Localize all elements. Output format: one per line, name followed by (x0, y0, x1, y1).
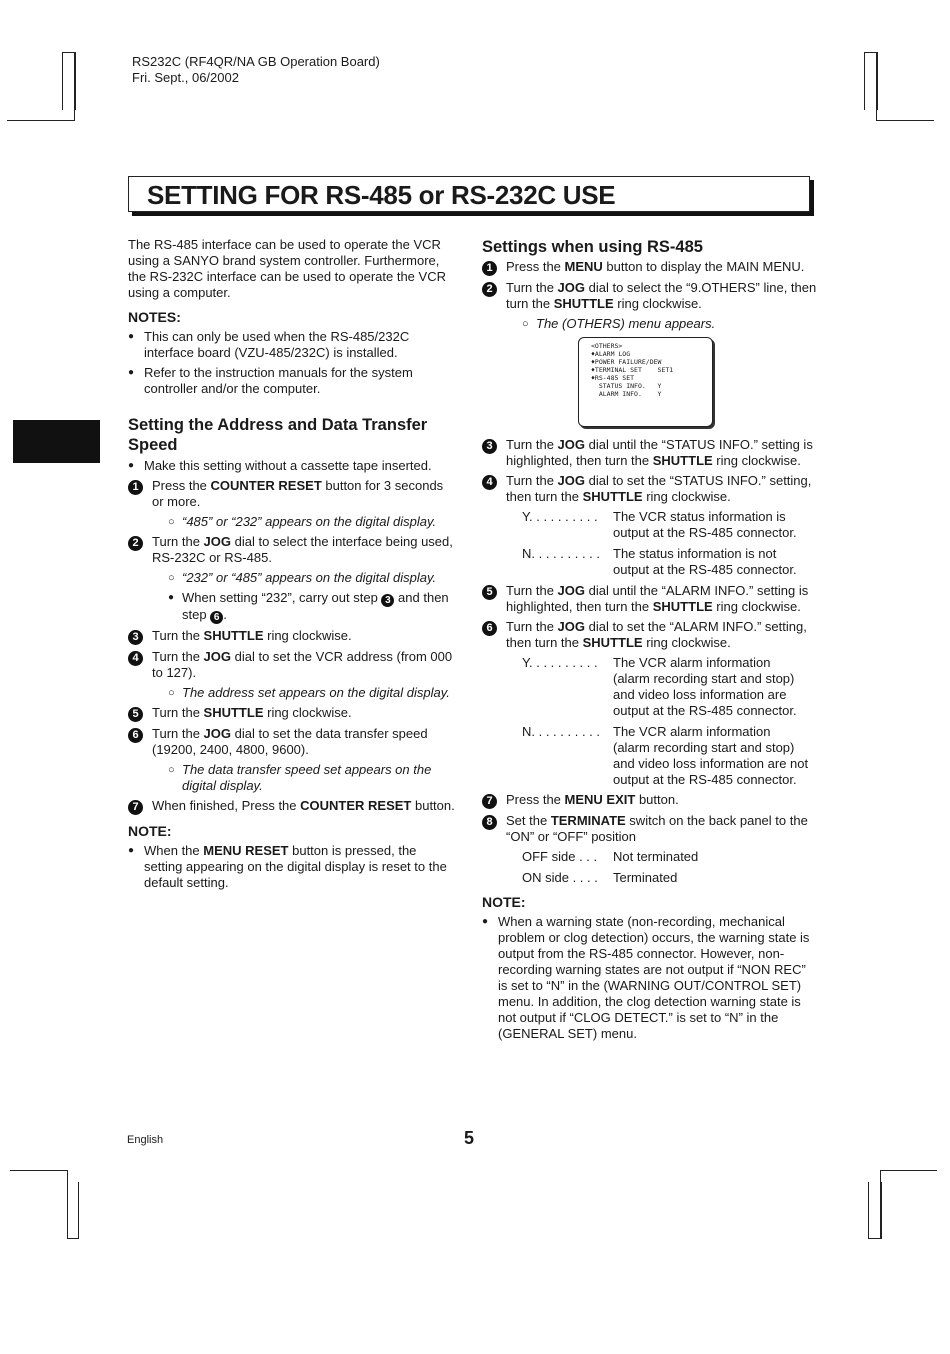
bullet-dot-icon: ● (128, 331, 135, 342)
step-text: ring clockwise. (642, 635, 731, 650)
step-2-tip (168, 590, 458, 624)
step-1-result (168, 514, 458, 530)
step-number-icon: 4 (128, 651, 143, 666)
step-text: ring clockwise. (263, 628, 352, 643)
page-number: 5 (464, 1128, 475, 1148)
key-name: JOG (557, 473, 586, 488)
key-name: TERMINATE (550, 813, 626, 828)
note-text: When the (144, 843, 204, 858)
key-name: SHUTTLE (582, 489, 643, 504)
step-5 (128, 705, 458, 722)
step-text: ring clockwise. (613, 296, 702, 311)
step-number-icon: 7 (482, 794, 497, 809)
step-text: Turn the (152, 534, 204, 549)
result-text: The data transfer speed set appears on the digital display. (182, 762, 432, 793)
option-key: Y. . . . . . . . . . (522, 655, 598, 670)
step-number-icon: 5 (482, 585, 497, 600)
note-heading: NOTE: (128, 823, 172, 839)
step-text: ring clockwise. (712, 599, 801, 614)
menu-line: ♦ALARM LOG (591, 350, 631, 358)
step-text: ring clockwise. (642, 489, 731, 504)
key-name: COUNTER RESET (300, 798, 412, 813)
step-number-icon: 4 (482, 475, 497, 490)
notes-item-text: Refer to the instruction manuals for the system controller and/or the computer. (144, 365, 413, 396)
intro-paragraph: The RS-485 interface can be used to operate the VCR using a SANYO brand system controller. Furthermore, the RS-232C interface can be used to operate the VCR using a computer. (128, 237, 446, 300)
bullet-dot-icon: ● (128, 845, 135, 856)
page-title-box (128, 176, 810, 212)
r-step-4 (482, 473, 817, 505)
option-key: N. . . . . . . . . . (522, 546, 601, 561)
ring-bullet-icon: ○ (168, 572, 175, 584)
step-1 (128, 478, 458, 510)
step-text: dial to set the “STATUS INFO.” setting, then turn the (506, 473, 812, 504)
key-name: SHUTTLE (652, 453, 713, 468)
option-desc: Not terminated (613, 849, 699, 864)
step-text: button. (411, 798, 455, 813)
tip-text: . (223, 607, 227, 622)
menu-line: <OTHERS> (591, 342, 623, 350)
note-heading: NOTE: (482, 894, 526, 910)
pre-step-text: Make this setting without a cassette tape inserted. (144, 458, 432, 473)
step-text: switch on the back panel to the “ON” or “OFF” position (506, 813, 808, 844)
step-text: dial to set the VCR address (from 000 to 127). (152, 649, 453, 680)
menu-line: ♦RS-485 SET (591, 374, 635, 382)
r-step-6 (482, 619, 817, 651)
step-number-icon: 3 (381, 594, 394, 607)
step-text: dial to select the interface being used, RS-232C or RS-485. (152, 534, 453, 565)
document-header (132, 54, 380, 86)
section-heading-rs485: Settings when using RS-485 (482, 238, 703, 256)
step-2-result (168, 570, 458, 586)
step-number-icon: 1 (128, 480, 143, 495)
step-number-icon: 2 (128, 536, 143, 551)
crop-mark-bottom-right-inner (868, 1182, 882, 1239)
result-text: The address set appears on the digital display. (182, 685, 450, 700)
crop-mark-top-left-inner (62, 52, 76, 110)
crop-mark-bottom-left (10, 1170, 68, 1239)
step-number-icon: 2 (482, 282, 497, 297)
menu-figure (482, 337, 817, 437)
step-text: dial until the “ALARM INFO.” setting is highlighted, then turn the (506, 583, 809, 614)
key-name: MENU (564, 259, 603, 274)
menu-line: STATUS INFO. Y (591, 382, 662, 390)
step-text: Press the (152, 478, 211, 493)
key-name: JOG (557, 280, 586, 295)
option-desc: The VCR alarm information (alarm recording start and stop) and video loss information are output at the RS-485 connector. (613, 655, 797, 718)
step-number-icon: 1 (482, 261, 497, 276)
key-name: JOG (557, 437, 586, 452)
step-number-icon: 3 (482, 439, 497, 454)
step-text: Turn the (506, 473, 558, 488)
step-text: Turn the (152, 705, 204, 720)
key-name: COUNTER RESET (210, 478, 322, 493)
key-name: JOG (557, 583, 586, 598)
menu-line: ALARM INFO. Y (591, 390, 662, 398)
key-name: JOG (203, 726, 232, 741)
crop-mark-bottom-left-inner (67, 1182, 79, 1239)
crop-mark-bottom-right (880, 1170, 937, 1239)
step-text: ring clockwise. (712, 453, 801, 468)
note-text: When a warning state (non-recording, mechanical problem or clog detection) occurs, the warning state is output from the RS-485 connector. However, non-recording warning states are not output if “NON REC” is set to “N” in the (WARNING OUT/CONTROL SET) menu. In addition, the clog detection warning state is not output if “CLOG DETECT.” is set to “N” in the (GENERAL SET) menu. (498, 914, 810, 1041)
result-text: The (OTHERS) menu appears. (536, 316, 716, 331)
step-text: button to display the MAIN MENU. (602, 259, 805, 274)
crop-mark-top-right-inner (864, 52, 878, 110)
key-name: JOG (203, 649, 232, 664)
r-step-2 (482, 280, 817, 312)
step-number-icon: 7 (128, 800, 143, 815)
step-text: Turn the (152, 726, 204, 741)
option-key: N. . . . . . . . . . (522, 724, 601, 739)
alarm-n-option (522, 724, 817, 788)
step-3 (128, 628, 458, 645)
result-text: “485” or “232” appears on the digital display. (182, 514, 437, 529)
bullet-dot-icon: ● (128, 460, 135, 471)
page-title: SETTING FOR RS-485 or RS-232C USE (147, 180, 616, 210)
step-4 (128, 649, 458, 681)
step-4-result (168, 685, 458, 701)
key-name: SHUTTLE (203, 705, 264, 720)
terminate-on-option (522, 870, 817, 886)
step-text: dial to set the “ALARM INFO.” setting, then turn the (506, 619, 807, 650)
step-number-icon: 3 (128, 630, 143, 645)
notes-item (128, 329, 458, 361)
header-line-2: Fri. Sept., 06/2002 (132, 70, 239, 85)
key-name: SHUTTLE (582, 635, 643, 650)
footer-language: English (127, 1134, 164, 1146)
others-menu-screen (578, 337, 713, 427)
step-text: dial until the “STATUS INFO.” setting is highlighted, then turn the (506, 437, 813, 468)
step-text: Set the (506, 813, 551, 828)
ring-bullet-icon: ○ (522, 318, 529, 330)
bullet-dot-icon: ● (482, 916, 489, 927)
step-text: Turn the (152, 649, 204, 664)
key-name: SHUTTLE (553, 296, 614, 311)
bullet-dot-icon: ● (168, 592, 175, 603)
step-number-icon: 5 (128, 707, 143, 722)
option-key: OFF side . . . (522, 849, 598, 864)
step-text: Turn the (506, 583, 558, 598)
step-text: Turn the (506, 619, 558, 634)
note-item (128, 843, 453, 891)
note-item (482, 914, 814, 1042)
option-desc: The VCR alarm information (alarm recording start and stop) and video loss information are not output at the RS-485 connector. (613, 724, 809, 787)
left-column (128, 237, 458, 891)
option-key: Y. . . . . . . . . . (522, 509, 598, 524)
step-6 (128, 726, 458, 758)
r-step-1 (482, 259, 817, 276)
header-line-1: RS232C (RF4QR/NA GB Operation Board) (132, 54, 380, 69)
key-name: JOG (203, 534, 232, 549)
step-number-icon: 8 (482, 815, 497, 830)
step-6-result (168, 762, 438, 794)
key-name: MENU EXIT (564, 792, 636, 807)
r-step-8 (482, 813, 817, 845)
r-step-5 (482, 583, 817, 615)
notes-item (128, 365, 458, 397)
r-step-3 (482, 437, 817, 469)
option-key: ON side . . . . (522, 870, 598, 885)
option-desc: Terminated (613, 870, 678, 885)
step-2 (128, 534, 458, 566)
step-text: button for 3 seconds or more. (152, 478, 444, 509)
alarm-y-option (522, 655, 817, 719)
step-text: button. (635, 792, 679, 807)
step-7 (128, 798, 458, 815)
step-number-icon: 6 (210, 611, 223, 624)
step-text: Press the (506, 792, 565, 807)
step-text: Press the (506, 259, 565, 274)
result-text: “232” or “485” appears on the digital display. (182, 570, 437, 585)
key-name: JOG (557, 619, 586, 634)
bullet-dot-icon: ● (128, 367, 135, 378)
step-text: Turn the (506, 280, 558, 295)
menu-line: ♦TERMINAL SET SET1 (591, 366, 674, 374)
right-column (482, 237, 817, 1042)
step-number-icon: 6 (128, 728, 143, 743)
step-text: Turn the (506, 437, 558, 452)
ring-bullet-icon: ○ (168, 687, 175, 699)
key-name: SHUTTLE (652, 599, 713, 614)
crop-mark-top-right (876, 52, 934, 121)
ring-bullet-icon: ○ (168, 764, 175, 776)
option-desc: The VCR status information is output at the RS-485 connector. (613, 509, 797, 540)
step-text: dial to set the data transfer speed (19200, 2400, 4800, 9600). (152, 726, 428, 757)
r-step-7 (482, 792, 817, 809)
key-name: SHUTTLE (203, 628, 264, 643)
tip-text: When setting “232”, carry out step (182, 590, 382, 605)
r-step-2-result (522, 316, 817, 332)
notes-heading: NOTES: (128, 309, 181, 325)
tip-text: and then step (182, 590, 449, 622)
step-number-icon: 6 (482, 621, 497, 636)
option-desc: The status information is not output at the RS-485 connector. (613, 546, 797, 577)
note-text: button is pressed, the setting appearing on the digital display is reset to the default setting. (144, 843, 447, 890)
step-text: When finished, Press the (152, 798, 301, 813)
menu-line: ♦POWER FAILURE/DEW (591, 358, 662, 366)
key-name: MENU RESET (203, 843, 289, 858)
step-text: dial to select the “9.OTHERS” line, then turn the (506, 280, 817, 311)
pre-step-bullet (128, 458, 458, 474)
notes-item-text: This can only be used when the RS-485/232C interface board (VZU-485/232C) is installed. (144, 329, 410, 360)
step-text: Turn the (152, 628, 204, 643)
status-n-option (522, 546, 817, 578)
section-tab-marker (13, 420, 100, 463)
section-heading-address: Setting the Address and Data Transfer Speed (128, 416, 428, 454)
terminate-off-option (522, 849, 817, 865)
status-y-option (522, 509, 817, 541)
step-text: ring clockwise. (263, 705, 352, 720)
ring-bullet-icon: ○ (168, 516, 175, 528)
